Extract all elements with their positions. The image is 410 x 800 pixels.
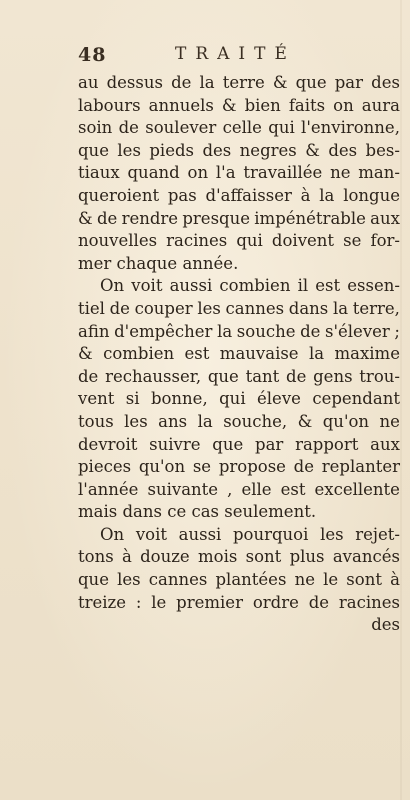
- word: suivante: [147, 479, 219, 499]
- word: les: [124, 411, 148, 431]
- word: éleve: [257, 389, 301, 409]
- text-line: [78, 208, 400, 231]
- word: des: [328, 140, 358, 160]
- word: d'affaisser: [205, 185, 292, 205]
- word: qui: [268, 118, 295, 138]
- word: ,: [227, 479, 233, 499]
- word: de: [293, 457, 314, 477]
- text-line: [78, 388, 400, 411]
- word: la: [199, 73, 215, 92]
- word: voit: [131, 276, 163, 296]
- word: ne: [294, 570, 315, 590]
- word: premier: [176, 592, 243, 612]
- word: qui: [236, 231, 263, 251]
- word: dans: [288, 298, 329, 318]
- word: le: [323, 570, 339, 590]
- word: On: [100, 524, 125, 544]
- word: la: [332, 298, 349, 318]
- word: presque: [182, 208, 250, 228]
- word: racines: [338, 592, 400, 612]
- word: que: [295, 73, 327, 92]
- word: tiel: [78, 298, 105, 318]
- word: de: [308, 592, 330, 612]
- word: tons: [78, 547, 114, 567]
- word: afin: [78, 321, 110, 341]
- text-line: [78, 456, 400, 479]
- word: les: [117, 140, 141, 160]
- word: voit: [135, 524, 167, 544]
- word: qu'on: [322, 411, 370, 431]
- word: sont: [346, 570, 382, 590]
- text-line: [78, 411, 400, 434]
- word: s'élever: [325, 321, 390, 341]
- word: nouvelles: [78, 231, 158, 251]
- word: tant: [245, 366, 280, 386]
- word: souche: [236, 321, 296, 341]
- text-line: [78, 72, 400, 95]
- word: de: [78, 366, 99, 386]
- word: la: [308, 344, 325, 364]
- word: de: [286, 366, 307, 386]
- word: faits: [288, 95, 326, 115]
- word: rendre: [121, 208, 179, 228]
- word: combien: [219, 276, 291, 296]
- word: mois: [198, 547, 238, 567]
- text-line: [78, 162, 400, 185]
- word: longue: [343, 185, 400, 205]
- word: ne: [330, 163, 351, 183]
- word: de: [300, 321, 321, 341]
- word: propose: [218, 457, 286, 477]
- word: est: [184, 344, 210, 364]
- word: elle: [241, 479, 272, 499]
- word: d'empêcher: [114, 321, 213, 341]
- word: racines: [166, 231, 228, 251]
- word: :: [135, 592, 142, 612]
- text-line: [78, 230, 400, 253]
- word: dessus: [106, 73, 163, 92]
- word: pieds: [149, 140, 194, 160]
- word: &: [78, 344, 93, 364]
- page-header: [78, 44, 400, 70]
- word: quand: [127, 163, 180, 183]
- word: des: [202, 140, 232, 160]
- word: maxime: [334, 344, 400, 364]
- word: celle: [222, 118, 262, 138]
- word: que: [78, 570, 109, 590]
- word: trou-: [359, 366, 400, 386]
- word: de: [118, 118, 139, 138]
- word: de: [171, 73, 192, 92]
- word: par: [334, 73, 364, 92]
- text-line: [78, 117, 400, 140]
- word: soin: [78, 118, 113, 138]
- line-text: mais dans ce cas seulement.: [78, 502, 317, 522]
- word: travaillée: [243, 163, 323, 183]
- text-line: [78, 592, 400, 615]
- word: si: [125, 389, 140, 409]
- word: l'a: [215, 163, 236, 183]
- text-line: [78, 479, 400, 502]
- word: rejet-: [355, 524, 400, 544]
- word: l'année: [78, 479, 139, 499]
- word: annuels: [148, 95, 214, 115]
- word: les: [197, 298, 221, 318]
- word: bonne,: [150, 389, 208, 409]
- word: les: [117, 570, 141, 590]
- word: for-: [370, 231, 400, 251]
- word: la: [319, 185, 335, 205]
- body-text: [78, 72, 400, 637]
- word: que: [207, 366, 239, 386]
- word: ans: [158, 411, 188, 431]
- word: sont: [245, 547, 282, 567]
- word: excellente: [314, 479, 400, 499]
- word: souche,: [223, 411, 288, 431]
- word: couper: [134, 298, 193, 318]
- word: &: [78, 208, 93, 228]
- word: devroit: [78, 434, 138, 454]
- text-line: [78, 185, 400, 208]
- word: pourquoi: [232, 524, 309, 544]
- word: &: [221, 95, 237, 115]
- word: cannes: [225, 298, 285, 318]
- text-line: [78, 321, 400, 344]
- word: combien: [103, 344, 175, 364]
- word: que: [212, 434, 244, 454]
- text-line: [78, 298, 400, 321]
- text-line: [78, 569, 400, 592]
- page-number: 48: [78, 44, 107, 66]
- word: mauvaise: [219, 344, 299, 364]
- word: douze: [140, 547, 190, 567]
- text-line: [78, 95, 400, 118]
- word: terre,: [352, 298, 400, 318]
- word: man-: [358, 163, 400, 183]
- word: à: [300, 185, 311, 205]
- word: se: [192, 457, 212, 477]
- word: bes-: [365, 140, 400, 160]
- word: plus: [289, 547, 325, 567]
- word: le: [151, 592, 167, 612]
- word: ordre: [252, 592, 299, 612]
- word: essen-: [347, 276, 400, 296]
- word: negres: [239, 140, 297, 160]
- word: avancés: [332, 547, 400, 567]
- text-line: [78, 614, 400, 637]
- word: cependant: [312, 389, 400, 409]
- text-line: [78, 275, 400, 298]
- word: replanter: [321, 457, 400, 477]
- word: soulever: [145, 118, 217, 138]
- word: plantées: [215, 570, 287, 590]
- word: la: [217, 321, 233, 341]
- text-line: [78, 546, 400, 569]
- word: aux: [370, 208, 400, 228]
- word: on: [187, 163, 209, 183]
- word: se: [343, 231, 362, 251]
- word: l'environne,: [301, 118, 400, 138]
- word: tiaux: [78, 163, 120, 183]
- word: bien: [244, 95, 281, 115]
- text-line: [78, 366, 400, 389]
- word: tous: [78, 411, 114, 431]
- word: &: [297, 411, 313, 431]
- word: on: [333, 95, 354, 115]
- text-line: [78, 524, 400, 547]
- line-text: mer chaque année.: [78, 253, 239, 273]
- word: &: [305, 140, 320, 160]
- text-line: [78, 140, 400, 163]
- word: qui: [219, 389, 246, 409]
- word: aussi: [178, 524, 222, 544]
- word: pas: [167, 185, 197, 205]
- word: rechausser,: [105, 366, 202, 386]
- word: impénétrable: [254, 208, 366, 228]
- word: queroient: [78, 185, 160, 205]
- word: par: [255, 434, 284, 454]
- text-line: [78, 343, 400, 366]
- text-line: [78, 253, 400, 276]
- word: vent: [78, 389, 115, 409]
- word: terre: [222, 73, 265, 92]
- word: de: [109, 298, 130, 318]
- word: la: [197, 411, 213, 431]
- word: ;: [394, 321, 400, 341]
- word: aussi: [169, 276, 213, 296]
- word: des: [371, 73, 400, 92]
- word: il: [297, 276, 309, 296]
- word: gens: [313, 366, 353, 386]
- word: à: [390, 570, 400, 590]
- word: rapport: [295, 434, 359, 454]
- word: labours: [78, 95, 141, 115]
- word: On: [100, 276, 125, 296]
- word: est: [315, 276, 341, 296]
- word: suivre: [149, 434, 201, 454]
- word: &: [272, 73, 288, 92]
- catchword: des: [371, 615, 400, 635]
- word: aura: [361, 95, 400, 115]
- word: de: [96, 208, 118, 228]
- word: que: [78, 140, 109, 160]
- word: ne: [379, 411, 400, 431]
- word: les: [320, 524, 344, 544]
- word: est: [280, 479, 306, 499]
- page-edge-shading: [400, 0, 402, 800]
- word: treize: [78, 592, 127, 612]
- text-line: [78, 501, 400, 524]
- word: pieces: [78, 457, 132, 477]
- text-line: [78, 434, 400, 457]
- word: aux: [370, 434, 400, 454]
- word: qu'on: [138, 457, 186, 477]
- word: à: [121, 547, 132, 567]
- word: doivent: [271, 231, 335, 251]
- word: cannes: [148, 570, 208, 590]
- running-title: TRAITÉ: [175, 44, 296, 64]
- word: au: [78, 73, 99, 92]
